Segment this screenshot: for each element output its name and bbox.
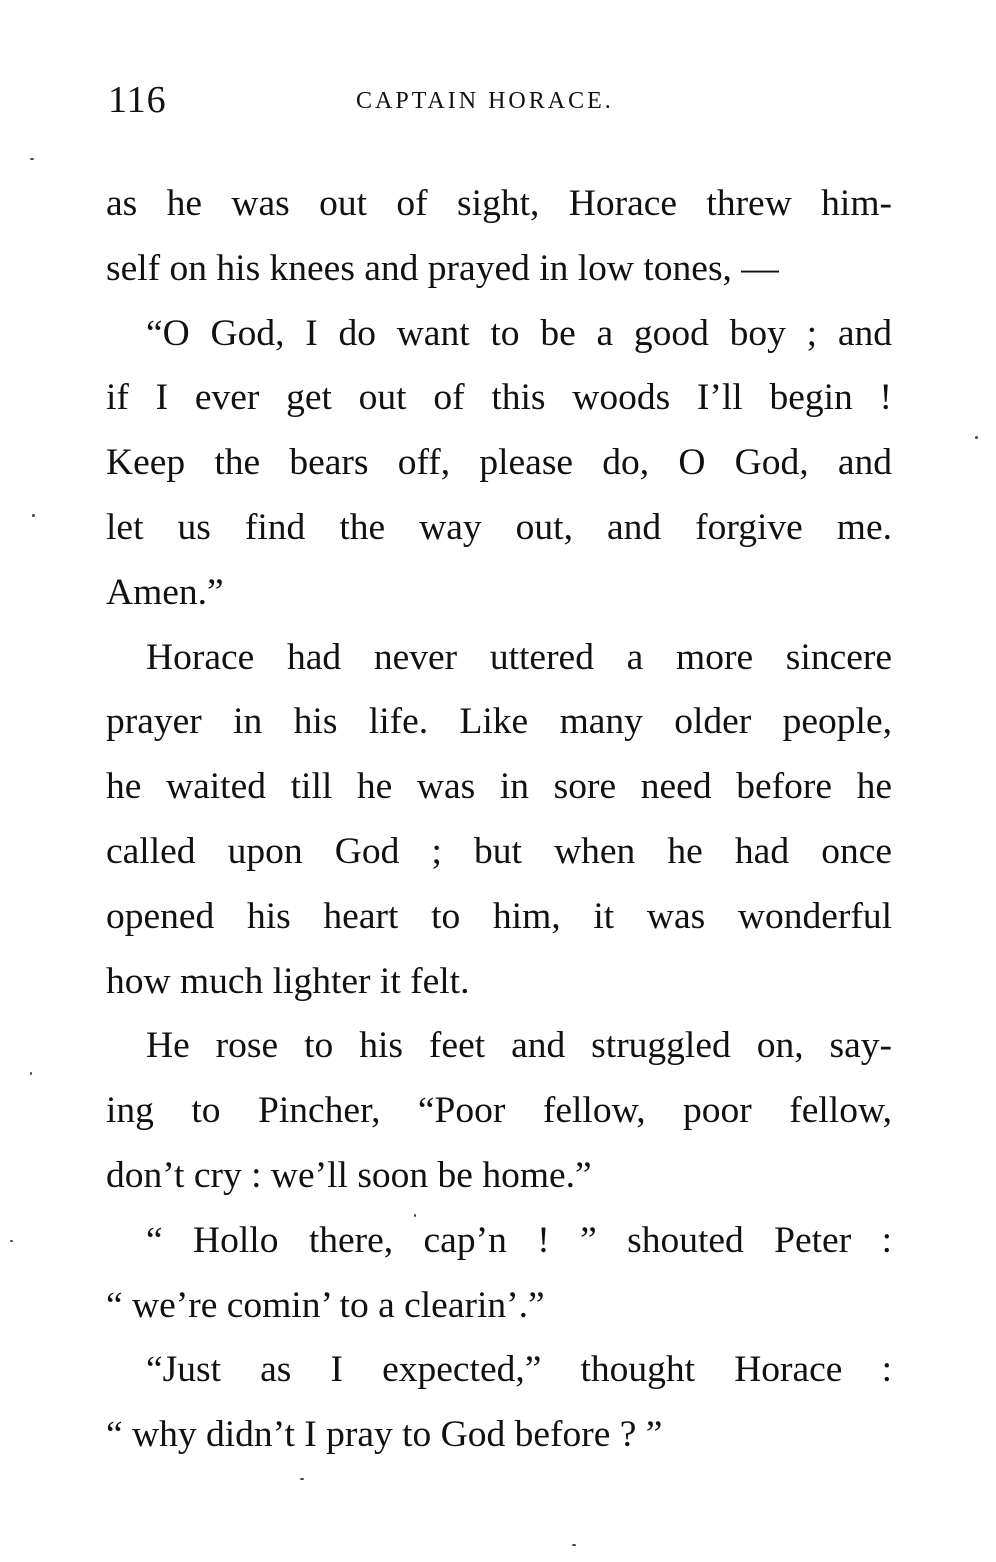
text-line: He rose to his feet and struggled on, say- [146, 1025, 892, 1067]
text-line: “ Hollo there, cap’n ! ” shouted Peter : [146, 1219, 892, 1261]
text-line: Horace had never uttered a more sincere [146, 636, 892, 678]
scan-speck [975, 436, 978, 439]
text-line: “Just as I expected,” thought Horace : [146, 1349, 892, 1391]
text-line: as he was out of sight, Horace threw him- [106, 183, 892, 224]
text-line: “ why didn’t I pray to God before ? ” [106, 1414, 663, 1456]
text-line: opened his heart to him, it was wonderful [106, 895, 892, 937]
text-line: let us find the way out, and forgive me. [106, 506, 892, 548]
scan-speck [30, 158, 34, 160]
text-line: self on his knees and prayed in low tones, — [106, 247, 779, 289]
text-line: called upon God ; but when he had once [106, 830, 892, 872]
text-line: prayer in his life. Like many older people, [106, 701, 892, 743]
scan-speck [572, 1544, 576, 1546]
scan-speck [32, 514, 35, 517]
text-line: “ we’re comin’ to a clearin’.” [106, 1284, 545, 1326]
page-number: 116 [108, 79, 167, 121]
scan-speck [30, 1072, 32, 1075]
scan-speck [10, 1240, 13, 1242]
text-line: Keep the bears off, please do, O God, and [106, 442, 892, 484]
body-text [106, 172, 892, 1468]
page-header [108, 78, 892, 126]
running-title: CAPTAIN HORACE. [356, 88, 614, 114]
text-line: he waited till he was in sore need before he [106, 766, 892, 808]
scan-speck [414, 1214, 416, 1217]
text-line: Amen.” [106, 571, 224, 613]
text-line: how much lighter it felt. [106, 960, 470, 1002]
text-line: don’t cry : we’ll soon be home.” [106, 1154, 592, 1196]
scan-speck [300, 1478, 304, 1480]
text-line: “O God, I do want to be a good boy ; and [146, 312, 892, 354]
text-line: ing to Pincher, “Poor fellow, poor fellow, [106, 1090, 892, 1132]
text-line: if I ever get out of this woods I’ll begin ! [106, 377, 892, 419]
